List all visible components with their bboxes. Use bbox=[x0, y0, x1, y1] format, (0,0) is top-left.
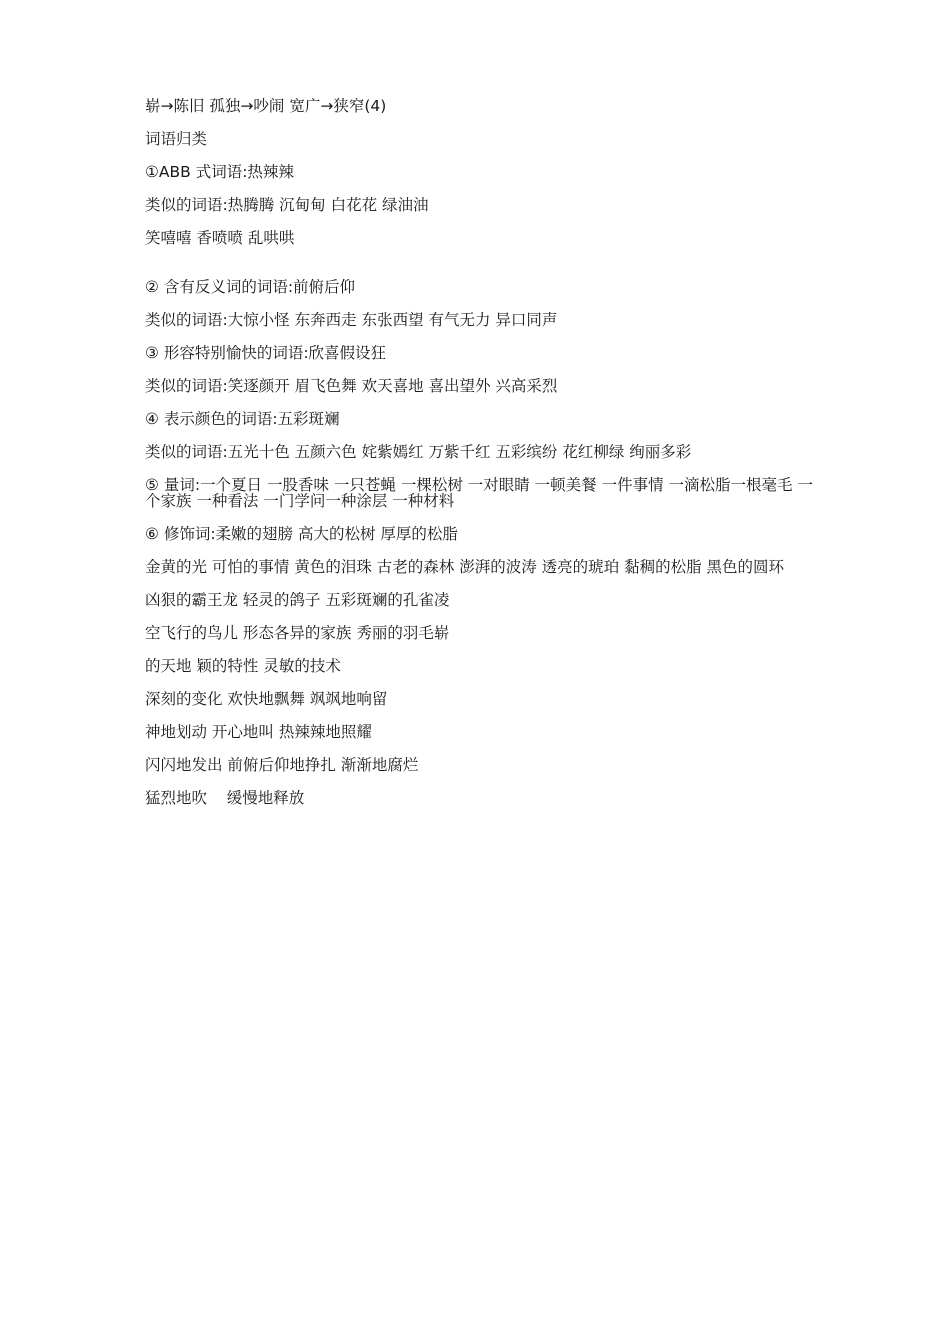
text-line: ② 含有反义词的词语:前俯后仰 bbox=[145, 278, 356, 296]
text-line: ⑤ 量词:一个夏日 一股香味 一只苍蝇 一棵松树 一对眼睛 一顿美餐 一件事情 一滴松脂一根毫毛 一个家族 一种看法 一门学问一种涂层 一种材料 bbox=[145, 476, 813, 510]
text-line: 神地划动 开心地叫 热辣辣地照耀 bbox=[145, 723, 372, 741]
text-line: ③ 形容特别愉快的词语:欣喜假设狂 bbox=[145, 344, 387, 362]
document-body bbox=[145, 98, 815, 823]
text-line: 的天地 颖的特性 灵敏的技术 bbox=[145, 657, 341, 675]
text-line: 凶狠的霸王龙 轻灵的鸽子 五彩斑斓的孔雀凌 bbox=[145, 591, 450, 609]
text-line: 猛烈地吹 缓慢地释放 bbox=[145, 789, 305, 807]
text-line: ①ABB 式词语:热辣辣 bbox=[145, 163, 294, 181]
text-line: 空飞行的鸟儿 形态各异的家族 秀丽的羽毛崭 bbox=[145, 624, 450, 642]
text-line: 深刻的变化 欢快地飘舞 飒飒地响留 bbox=[145, 690, 388, 708]
text-line: ④ 表示颜色的词语:五彩斑斓 bbox=[145, 410, 340, 428]
section-heading: 词语归类 bbox=[145, 130, 208, 148]
text-line: 笑嘻嘻 香喷喷 乱哄哄 bbox=[145, 229, 295, 247]
text-line: ⑥ 修饰词:柔嫩的翅膀 高大的松树 厚厚的松脂 bbox=[145, 525, 458, 543]
text-line: 金黄的光 可怕的事情 黄色的泪珠 古老的森林 澎湃的波涛 透亮的琥珀 黏稠的松脂 黑色的圆环 bbox=[145, 558, 784, 576]
text-line: 类似的词语:笑逐颜开 眉飞色舞 欢天喜地 喜出望外 兴高采烈 bbox=[145, 377, 558, 395]
text-line: 闪闪地发出 前俯后仰地挣扎 渐渐地腐烂 bbox=[145, 756, 419, 774]
text-line: 类似的词语:热腾腾 沉甸甸 白花花 绿油油 bbox=[145, 196, 429, 214]
text-line: 崭→陈旧 孤独→吵闹 宽广→狭窄(4) bbox=[145, 97, 387, 115]
text-line: 类似的词语:大惊小怪 东奔西走 东张西望 有气无力 异口同声 bbox=[145, 311, 558, 329]
text-line: 类似的词语:五光十色 五颜六色 姹紫嫣红 万紫千红 五彩缤纷 花红柳绿 绚丽多彩 bbox=[145, 443, 692, 461]
